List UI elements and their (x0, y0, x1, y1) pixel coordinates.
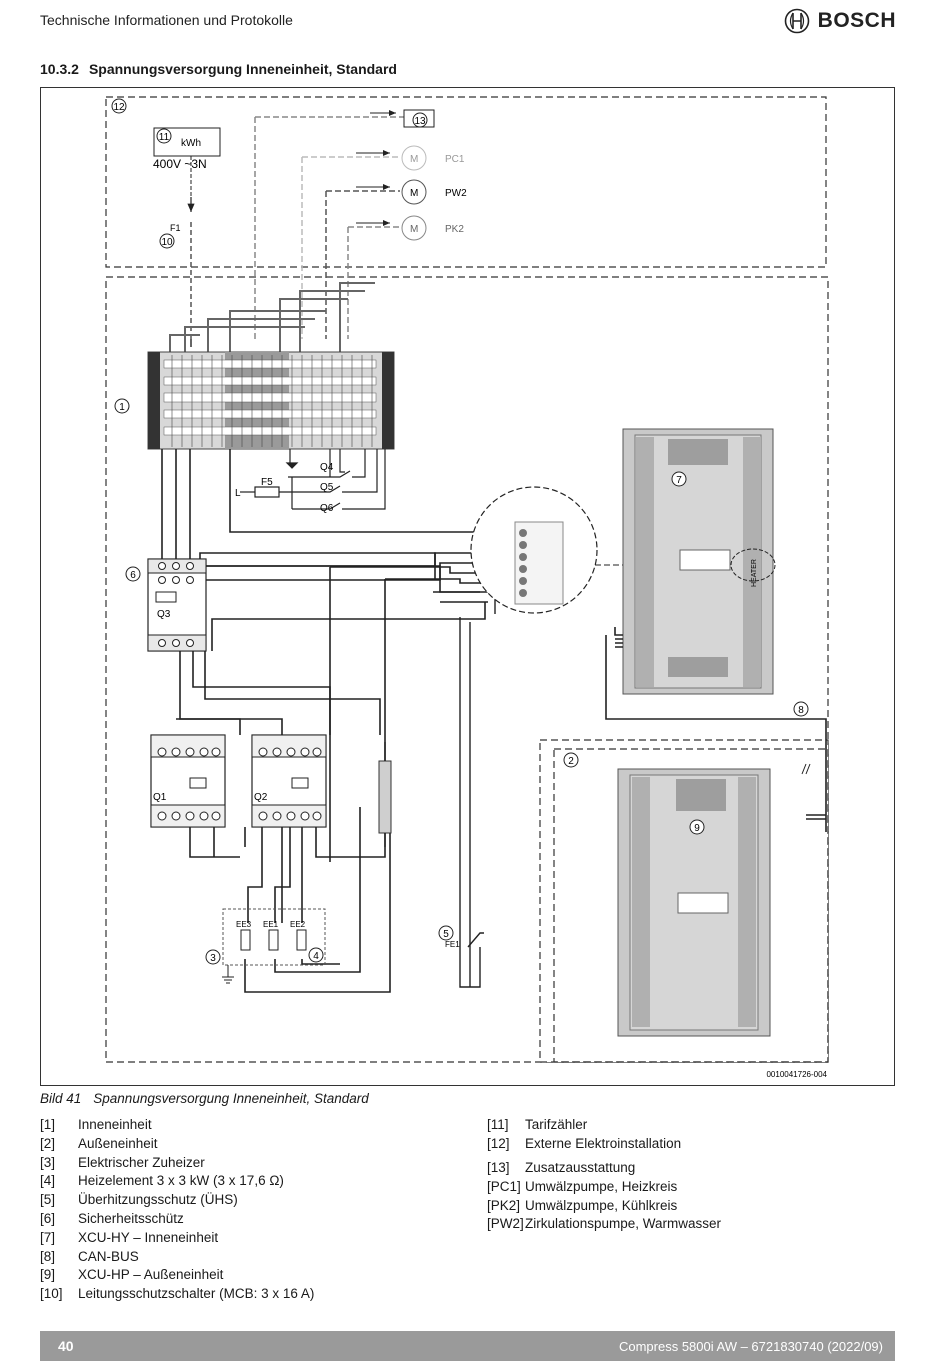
heater-ee2-label: EE2 (290, 920, 306, 929)
diagram-code: 0010041726-004 (766, 1070, 827, 1079)
legend-item: [3] Elektrischer Zuheizer (40, 1154, 205, 1170)
legend-item: [8] CAN-BUS (40, 1248, 139, 1264)
running-header: Technische Informationen und Protokolle (40, 12, 293, 28)
svg-text:4: 4 (313, 951, 319, 962)
legend-right-top (487, 1116, 681, 1154)
callout-4 (309, 948, 323, 962)
meter-voltage: 400V ~3N (153, 157, 207, 171)
page-number: 40 (58, 1338, 74, 1354)
legend-item: [11] Tarifzähler (487, 1117, 588, 1132)
callout-12 (112, 99, 126, 113)
heater-port-label: HEATER (751, 559, 758, 587)
callout-2 (564, 753, 578, 767)
legend-left (40, 1116, 314, 1304)
overheat-fe1-label: FE1 (445, 940, 460, 949)
switch-q4-label: Q4 (320, 462, 334, 473)
callout-10 (160, 234, 174, 248)
bosch-armature-icon (784, 8, 810, 34)
heater-ee3-label: EE3 (236, 920, 252, 929)
legend-item: [5] Überhitzungsschutz (ÜHS) (40, 1192, 238, 1208)
pump-pw2-label: PW2 (445, 188, 467, 199)
callout-13 (413, 113, 427, 127)
svg-text:7: 7 (676, 475, 682, 486)
callout-9 (690, 820, 704, 834)
pump-pc1-symbol: M (410, 154, 419, 165)
callout-6 (126, 567, 140, 581)
fuse-f5-label: F5 (261, 477, 273, 488)
switch-q5-label: Q5 (320, 482, 334, 493)
breaker-label: F1 (170, 223, 181, 233)
svg-text:8: 8 (798, 705, 804, 716)
brand-logo (784, 8, 896, 34)
callout-8 (794, 702, 808, 716)
svg-text:1: 1 (119, 402, 125, 413)
section-number: 10.3.2 (40, 61, 79, 77)
phase-l-label: L (235, 488, 241, 499)
legend-item: [13] Zusatzausstattung (487, 1160, 636, 1175)
pump-pk2-symbol: M (410, 224, 419, 235)
pump-pw2-symbol: M (410, 188, 419, 199)
legend-item: [7] XCU-HY – Inneneinheit (40, 1229, 219, 1245)
pump-pk2-label: PK2 (445, 224, 464, 235)
svg-text:3: 3 (210, 953, 216, 964)
legend-item: [2] Außeneinheit (40, 1135, 158, 1151)
section-title: Spannungsversorgung Inneneinheit, Standard (88, 61, 397, 77)
figure-title: Spannungsversorgung Inneneinheit, Standard (93, 1091, 369, 1106)
svg-text:10: 10 (161, 237, 173, 248)
legend-item: [9] XCU-HP – Außeneinheit (40, 1267, 224, 1283)
callout-1 (115, 399, 129, 413)
svg-text:9: 9 (694, 823, 700, 834)
document-reference: Compress 5800i AW – 6721830740 (2022/09) (618, 1338, 883, 1354)
contactor-q3-label: Q3 (157, 609, 171, 620)
legend-item: [4] Heizelement 3 x 3 kW (3 x 17,6 Ω) (40, 1173, 284, 1189)
section-heading (40, 61, 397, 77)
contactor-q2-label: Q2 (254, 792, 268, 803)
meter-unit: kWh (181, 138, 201, 149)
callout-5 (439, 926, 453, 940)
pump-pc1-label: PC1 (445, 154, 465, 165)
legend-item: [12] Externe Elektroinstallation (487, 1135, 682, 1151)
wiring-diagram (40, 87, 895, 1086)
legend-item: [1] Inneneinheit (40, 1117, 152, 1132)
callout-11 (157, 129, 171, 143)
legend-item: [10] Leitungsschutzschalter (MCB: 3 x 16 A) (40, 1286, 315, 1302)
legend-item: [PC1] Umwälzpumpe, Heizkreis (487, 1178, 678, 1194)
legend-item: [6] Sicherheitsschütz (40, 1210, 184, 1226)
legend-right-bottom (487, 1159, 721, 1234)
contactor-q1-label: Q1 (153, 792, 167, 803)
legend-item: [PK2] Umwälzpumpe, Kühlkreis (487, 1197, 678, 1213)
figure-caption (40, 1091, 369, 1106)
svg-text:6: 6 (130, 570, 136, 581)
callout-3 (206, 950, 220, 964)
page-footer (40, 1331, 895, 1361)
callout-7 (672, 472, 686, 486)
brand-name: BOSCH (817, 9, 896, 32)
svg-text:2: 2 (568, 756, 574, 767)
svg-text:13: 13 (414, 116, 426, 127)
legend-item: [PW2] Zirkulationspumpe, Warmwasser (487, 1216, 722, 1232)
switch-q6-label: Q6 (320, 503, 334, 514)
svg-text:11: 11 (158, 132, 170, 143)
svg-text:12: 12 (113, 102, 125, 113)
svg-text:5: 5 (443, 929, 449, 940)
heater-ee1-label: EE1 (263, 920, 279, 929)
figure-label: Bild 41 (40, 1091, 82, 1106)
